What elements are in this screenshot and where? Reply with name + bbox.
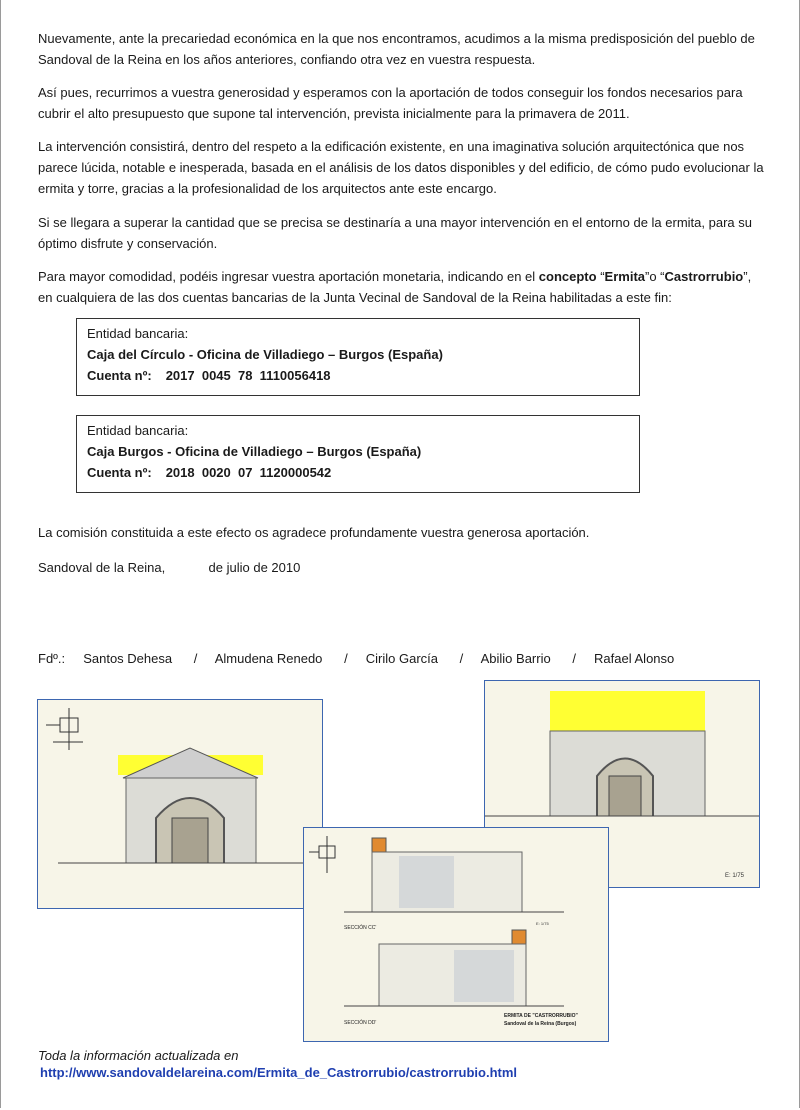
tower-top-2 bbox=[512, 930, 526, 944]
deposit-text-c: ”o “ bbox=[645, 269, 665, 284]
deposit-text-a: Para mayor comodidad, podéis ingresar vuestra aportación monetaria, indicando en el bbox=[38, 269, 539, 284]
ermita-keyword: Ermita bbox=[604, 269, 646, 284]
bank-box-caja-burgos bbox=[76, 415, 640, 493]
front-elevation-svg bbox=[38, 700, 322, 908]
deposit-text-b: “ bbox=[596, 269, 605, 284]
paragraph-generosity: Así pues, recurrimos a vuestra generosidad y esperamos con la aportación de todos conseguir los fondos necesarios para cubrir el alto presupuesto que supone tal intervención, prevista inicialmente para la primavera de 2011. bbox=[38, 85, 743, 121]
tower-top-1 bbox=[372, 838, 386, 852]
scale-label: E: 1/75 bbox=[725, 873, 745, 879]
account-label: Cuenta nº: bbox=[87, 368, 152, 383]
deposit-text-d: ”, en cualquiera de las dos cuentas bancarias de la Junta Vecinal de Sandoval de la Reina habilitadas a este fin: bbox=[38, 269, 752, 305]
footer-website-link[interactable]: http://www.sandovaldelareina.com/Ermita_de_Castrorrubio/castrorrubio.html bbox=[40, 1065, 518, 1080]
section-cc-texture bbox=[399, 856, 454, 908]
door bbox=[609, 776, 641, 816]
section-cc-label: SECCIÓN CC' bbox=[344, 925, 377, 931]
place-date: Sandoval de la Reina, de julio de 2010 bbox=[38, 560, 301, 575]
paragraph-intro: Nuevamente, ante la precariedad económica en la que nos encontramos, acudimos a la misma predisposición del pueblo de Sandoval de la Reina en los años anteriores, confiando otra vez en vuestra respuesta. bbox=[38, 31, 755, 67]
section-dd-label: SECCIÓN DD' bbox=[344, 1020, 377, 1026]
account-label: Cuenta nº: bbox=[87, 465, 152, 480]
account-number: 2018 0020 07 1120000542 bbox=[165, 465, 332, 480]
bank-label: Entidad bancaria: bbox=[87, 423, 189, 438]
bank-label: Entidad bancaria: bbox=[87, 326, 189, 341]
title-block-title: ERMITA DE "CASTRORRUBIO" bbox=[504, 1013, 578, 1019]
key-plan-icon bbox=[309, 836, 335, 873]
drawing-front-elevation bbox=[37, 699, 323, 909]
paragraph-surplus: Si se llegara a superar la cantidad que se precisa se destinaría a una mayor intervención en el entorno de la ermita, para su óptimo disfrute y conservación. bbox=[38, 215, 752, 251]
bank-account bbox=[87, 462, 629, 483]
signatures-line: Fdº.: Santos Dehesa / Almudena Renedo / Cirilo García / Abilio Barrio / Rafael Alonso bbox=[38, 651, 675, 666]
bank-box-caja-circulo bbox=[76, 318, 640, 396]
account-number: 2017 0045 78 1110056418 bbox=[165, 368, 331, 383]
sections-svg bbox=[304, 828, 608, 1041]
title-block-subtitle: Sandoval de la Reina (Burgos) bbox=[504, 1021, 577, 1027]
section-cc-scale: E: 1/75 bbox=[536, 921, 549, 926]
footer-note: Toda la información actualizada en bbox=[38, 1048, 239, 1063]
thanks-text: La comisión constituida a este efecto os agradece profundamente vuestra generosa aportación. bbox=[38, 525, 590, 540]
castrorrubio-keyword: Castrorrubio bbox=[664, 269, 744, 284]
door bbox=[172, 818, 208, 863]
paragraph-deposit bbox=[38, 266, 768, 308]
bank-account bbox=[87, 365, 629, 386]
bank-name: Caja del Círculo - Oficina de Villadiego – Burgos (España) bbox=[87, 347, 443, 362]
drawing-sections bbox=[303, 827, 609, 1042]
key-plan-icon bbox=[46, 708, 83, 750]
paragraph-intervention: La intervención consistirá, dentro del respeto a la edificación existente, en una imaginativa solución arquitectónica que nos parece lúcida, notable e inesperada, basada en el análisis de los datos disponibles y del edificio, de cómo pudo evolucionar la ermita y torre, gracias a la profesionalidad de los arquitectos ante este encargo. bbox=[38, 139, 764, 196]
section-dd-texture bbox=[454, 950, 514, 1002]
concepto-label: concepto bbox=[538, 269, 597, 284]
bank-name: Caja Burgos - Oficina de Villadiego – Burgos (España) bbox=[87, 444, 422, 459]
